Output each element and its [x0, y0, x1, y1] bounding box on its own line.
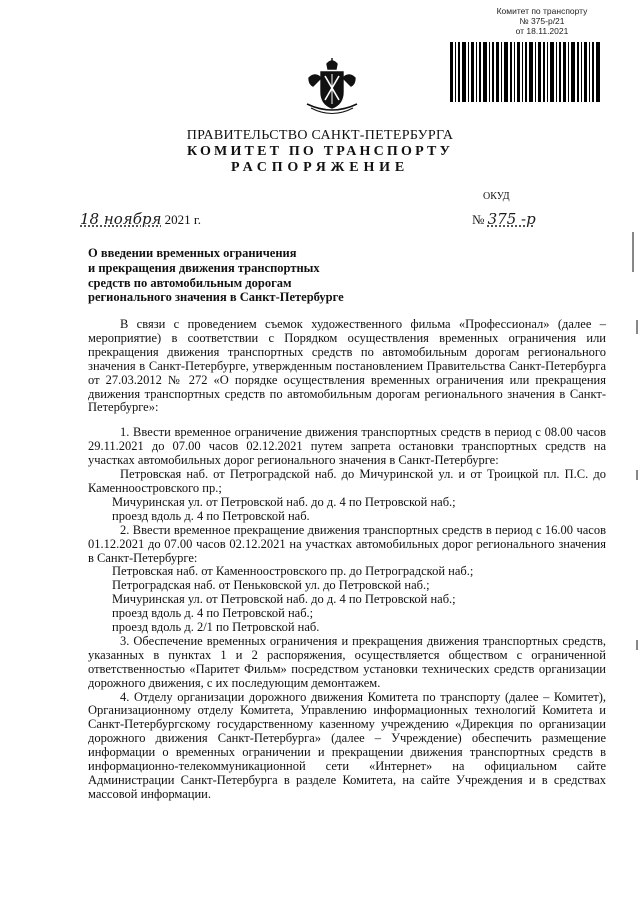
document-number: [472, 210, 536, 228]
subject-line: и прекращения движения транспортных: [88, 260, 320, 275]
scan-margin-mark: [636, 640, 638, 650]
scan-margin-mark: [632, 232, 634, 272]
paragraph-2-item: Петровская наб. от Каменноостровского пр. до Петроградской наб.;: [112, 564, 474, 579]
document-type-title: РАСПОРЯЖЕНИЕ: [231, 160, 409, 175]
paragraph-2-item: проезд вдоль д. 4 по Петровской наб.;: [112, 606, 314, 621]
paragraph-4: 4. Отделу организации дорожного движения Комитета по транспорту (далее – Комитет), Организационному отделу Комитета, Управлению информационных технологий Комитета и Санкт-Петербургскому государственному казенному учреждению «Дирекция по организации дорожного движения Санкт-Петербурга» (далее – Учреждение) обеспечить размещение информации о временных ограничении и прекращении движения транспортных средств в информационно-телекоммуникационной сети «Интернет» на официальном сайте Администрации Санкт-Петербурга в разделе Комитета, на сайте Учреждения и в средствах массовой информации.: [88, 689, 606, 801]
date-year: 2021 г.: [164, 212, 202, 227]
scan-margin-mark: [636, 320, 638, 334]
paragraph-1-item: проезд вдоль д. 4 по Петровской наб.: [112, 508, 310, 523]
paragraph-2-item: Мичуринская ул. от Петровской наб. до д. 4 по Петровской наб.;: [112, 592, 456, 607]
paragraph-2-item: Петроградская наб. от Пеньковской ул. до Петровской наб.;: [112, 578, 430, 593]
document-date: [80, 210, 201, 228]
document-subject: [88, 246, 344, 305]
handwritten-date: 18 ноября: [80, 210, 162, 228]
paragraph-2: 2. Ввести временное прекращение движения транспортных средств в период с 16.00 часов 01.12.2021 до 07.00 часов 02.12.2021 на участках автомобильных дорог регионального значения в Санкт-Петербурге:: [88, 522, 606, 565]
intro-paragraph: В связи с проведением съемок художественного фильма «Профессионал» (далее – мероприятие) в соответствии с Порядком осуществления временных ограничения или прекращения движения транспортных средств по автомобильным дорогам регионального значения в Санкт-Петербурге, утвержденным постановлением Правительства Санкт-Петербурга от 27.03.2012 № 272 «О порядке осуществления временных ограничения или прекращения движения транспортных средств по автомобильным дорогам регионального значения в Санкт-Петербурге»:: [88, 317, 606, 415]
paragraph-2-item: проезд вдоль д. 2/1 по Петровской наб.: [112, 620, 320, 635]
okud-label: ОКУД: [483, 191, 510, 202]
subject-line: О введении временных ограничения: [88, 246, 297, 260]
subject-line: регионального значения в Санкт-Петербурге: [88, 290, 344, 305]
stamp-line-2: № 375-р/21: [519, 16, 565, 26]
committee-title: КОМИТЕТ ПО ТРАНСПОРТУ: [186, 144, 454, 159]
stamp-line-1: Комитет по транспорту: [496, 6, 588, 16]
number-prefix: №: [472, 212, 485, 227]
coat-of-arms-icon: [301, 58, 363, 120]
barcode: [450, 42, 600, 102]
government-title: ПРАВИТЕЛЬСТВО САНКТ-ПЕТЕРБУРГА: [186, 128, 454, 143]
handwritten-number: 375 -р: [487, 210, 536, 228]
subject-line: средств по автомобильным дорогам: [88, 275, 292, 290]
stamp-line-3: от 18.11.2021: [515, 26, 569, 36]
scan-margin-mark: [636, 470, 638, 480]
paragraph-1-item: Петровская наб. от Петроградской наб. до Мичуринской ул. и от Троицкой пл. П.С. до Каменноостровского пр.;: [88, 467, 606, 495]
paragraph-1-item: Мичуринская ул. от Петровской наб. до д. 4 по Петровской наб.;: [112, 494, 456, 509]
paragraph-3: 3. Обеспечение временных ограничения и прекращения движения транспортных средств, указанных в пунктах 1 и 2 распоряжения, осуществляется обществом с ограниченной ответственностью «Паритет Фильм» посредством установки технических средств организации дорожного движения, с их последующим демонтажем.: [88, 633, 606, 690]
paragraph-1: 1. Ввести временное ограничение движения транспортных средств в период с 08.00 часов 29.11.2021 до 07.00 часов 02.12.2021 путем запрета остановки транспортных средств на участках автомобильных дорог регионального значения в Санкт-Петербурге:: [88, 425, 606, 468]
registration-stamp: [482, 6, 602, 36]
document-body: [88, 318, 606, 802]
